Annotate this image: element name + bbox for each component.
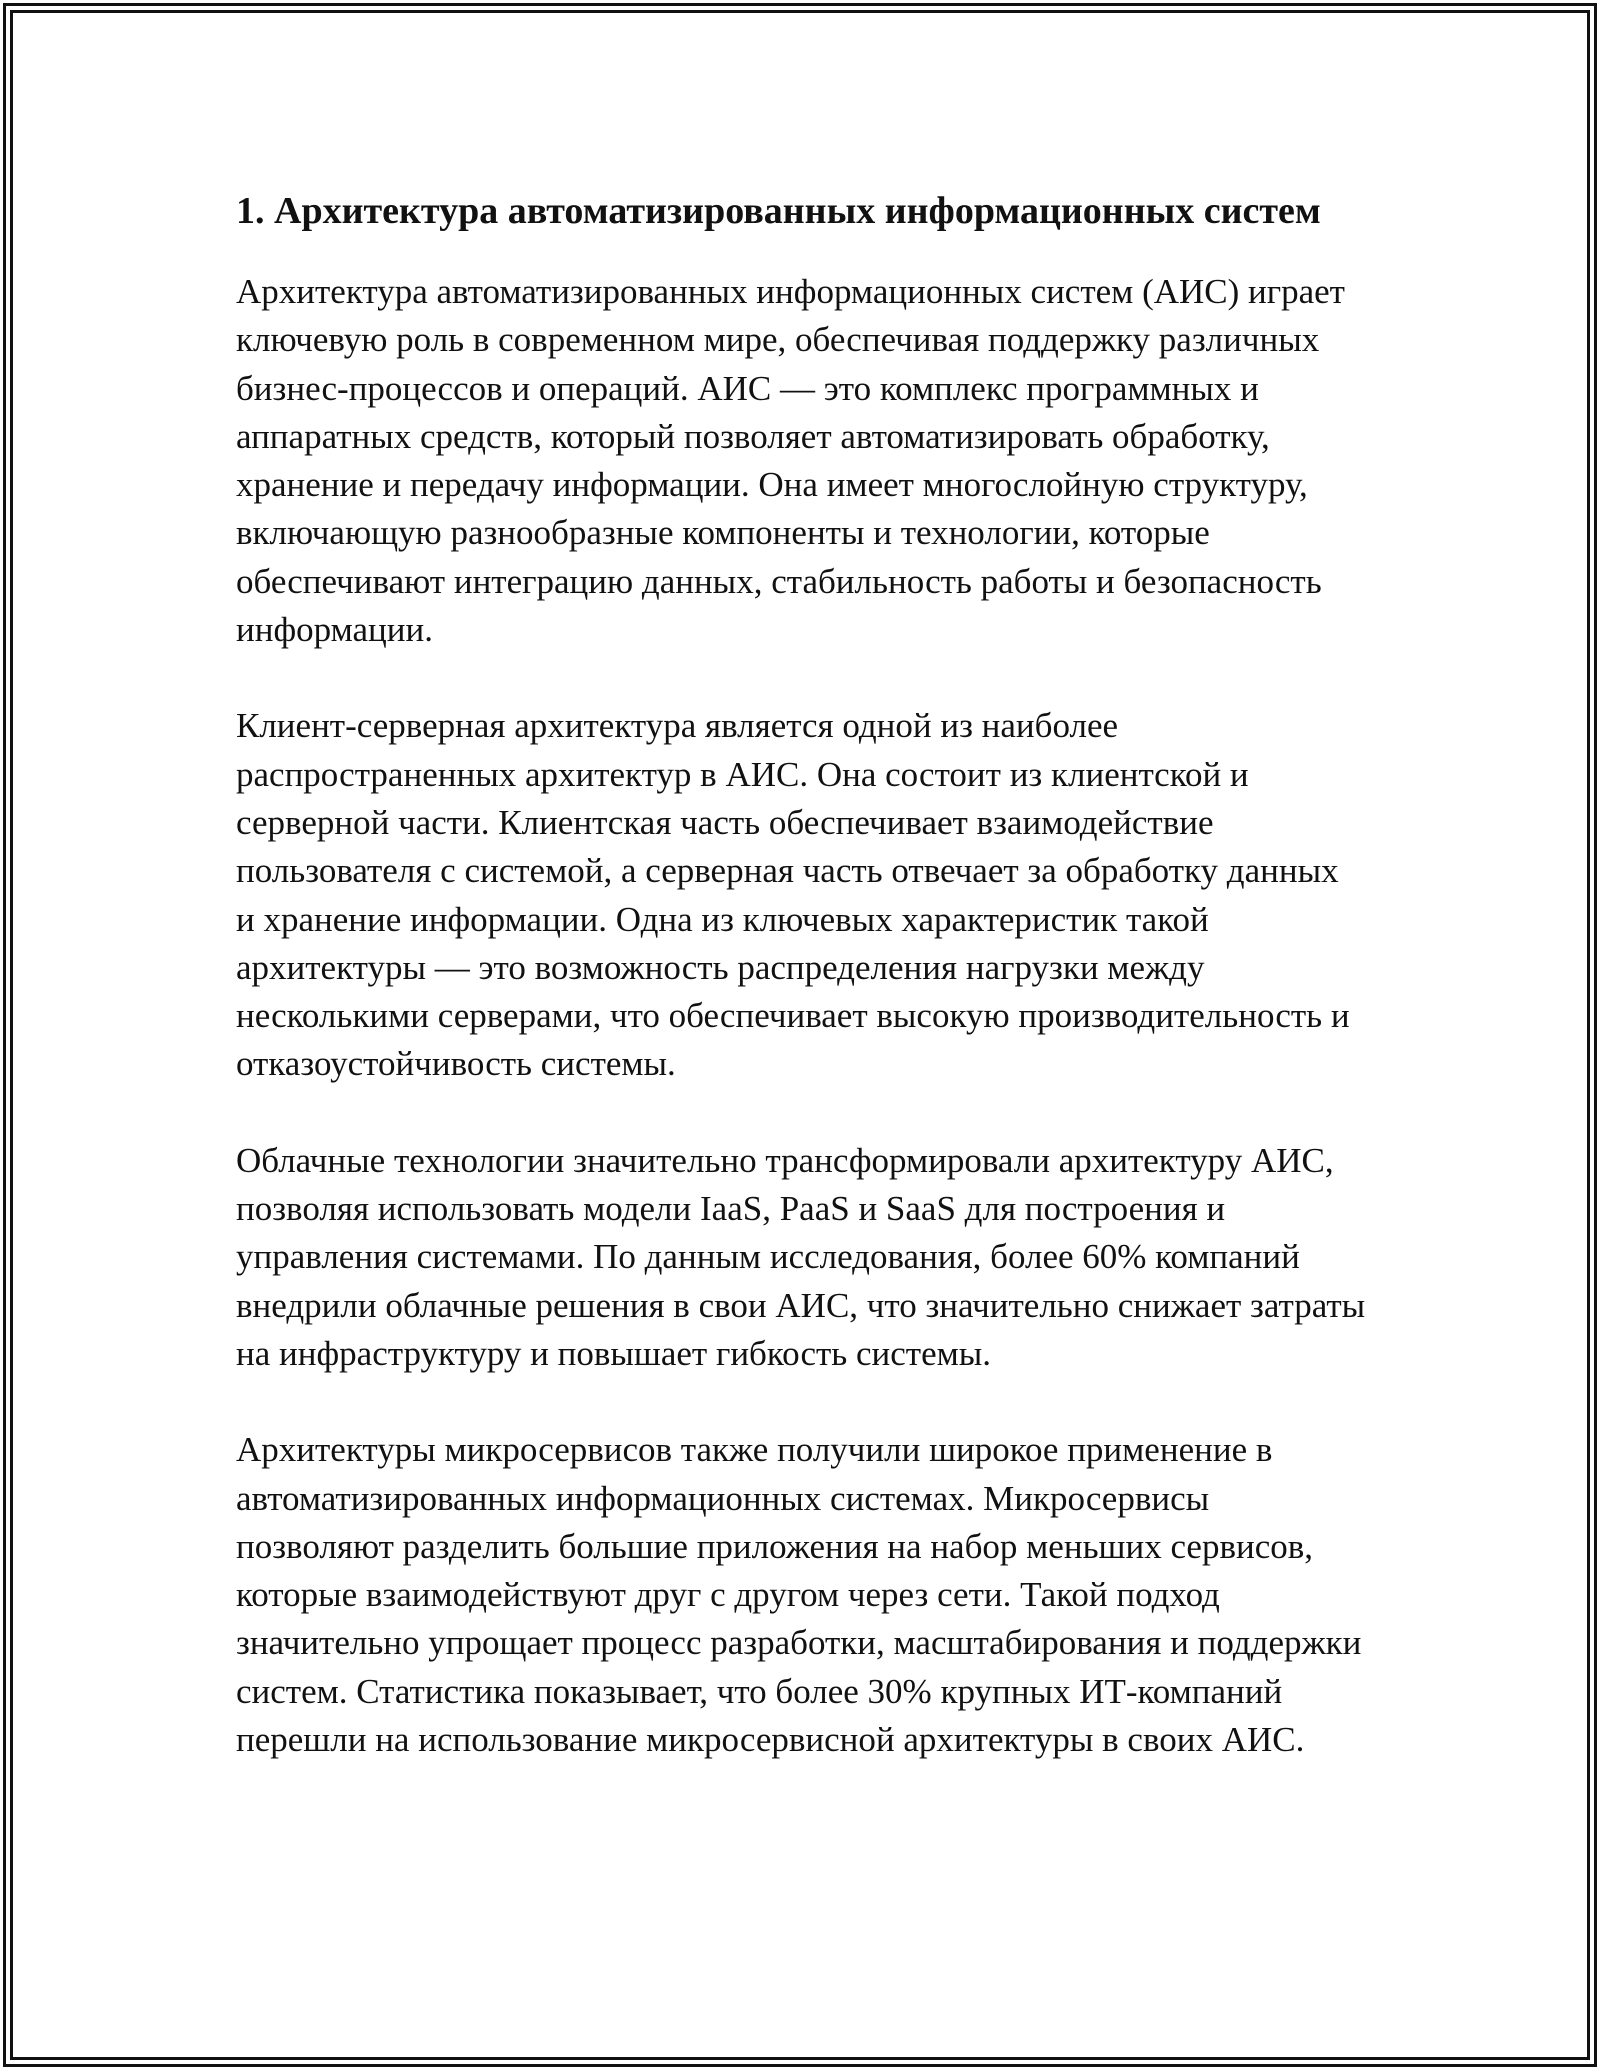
paragraph-client-server: Клиент-серверная архитектура является одной из наиболее распространенных архитектур в АИС. Она состоит из клиентской и серверной части. Клиентская часть обеспечивает взаимодействие пользователя с системой, а серверная часть отвечает за обработку данных и хранение информации. Одна из ключевых характеристик такой архитектуры — это возможность распределения нагрузки между несколькими серверами, что обеспечивает высокую производительность и отказоустойчивость системы.	[236, 706, 1350, 1084]
paragraph-cloud: Облачные технологии значительно трансформировали архитектуру АИС, позволяя использовать модели IaaS, PaaS и SaaS для построения и управления системами. По данным исследования, более 60% компаний внедрили облачные решения в свои АИС, что значительно снижает затраты на инфраструктуру и повышает гибкость системы.	[236, 1140, 1366, 1373]
paragraph-intro: Архитектура автоматизированных информационных систем (АИС) играет ключевую роль в современном мире, обеспечивая поддержку различных бизнес-процессов и операций. АИС — это комплекс программных и аппаратных средств, который позволяет автоматизировать обработку, хранение и передачу информации. Она имеет многослойную структуру, включающую разнообразные компоненты и технологии, которые обеспечивают интеграцию данных, стабильность работы и безопасность информации.	[236, 272, 1345, 650]
document-body	[236, 184, 1366, 1764]
section-heading: 1. Архитектура автоматизированных информационных систем	[236, 190, 1321, 232]
paragraph-microservices: Архитектуры микросервисов также получили широкое применение в автоматизированных информационных системах. Микросервисы позволяют разделить большие приложения на набор меньших сервисов, которые взаимодействуют друг с другом через сети. Такой подход значительно упрощает процесс разработки, масштабирования и поддержки систем. Статистика показывает, что более 30% крупных ИТ-компаний перешли на использование микросервисной архитектуры в своих АИС.	[236, 1430, 1362, 1760]
